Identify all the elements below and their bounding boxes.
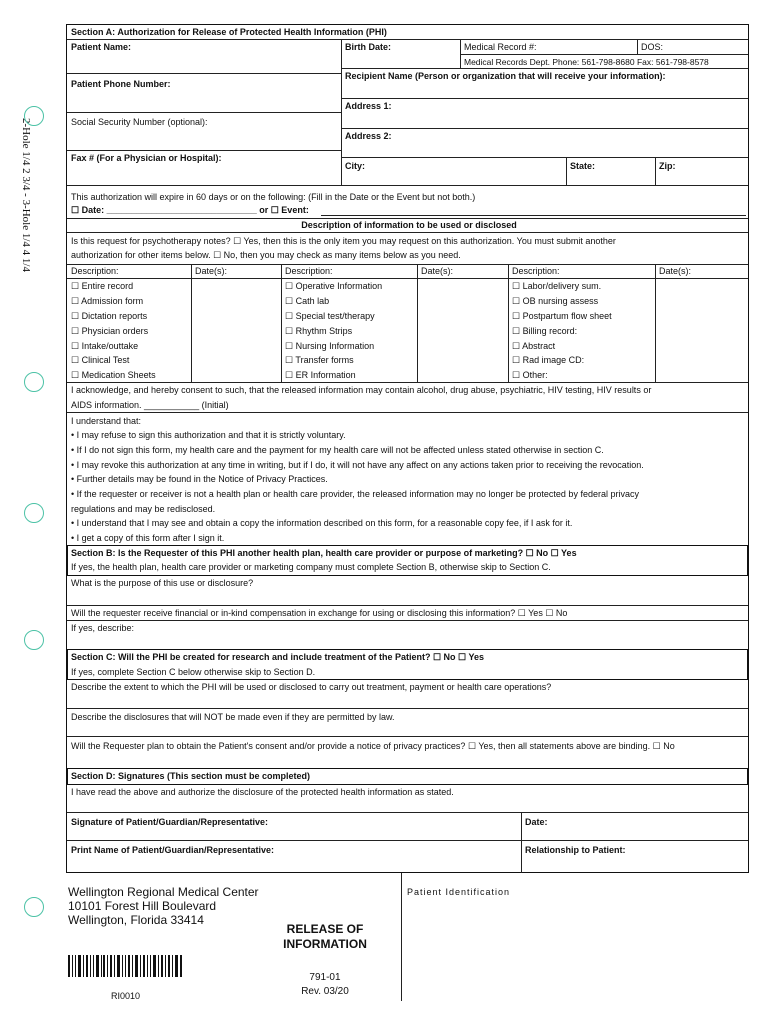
patient-identification-label: Patient Identification [407,887,511,897]
section-b-if-yes: If yes, the health plan, health care provider or marketing company must complete Section B, otherwise skip to Section C. [71,562,551,572]
description-heading: Description of information to be used or disclosed [301,220,517,230]
form-number: 791-01 [309,972,341,983]
signature-date-label: Date: [525,817,548,827]
punch-hole-marker [24,106,44,126]
form-revision: Rev. 03/20 [301,986,349,997]
checkbox-physician-orders[interactable]: ☐ Physician orders [71,326,149,336]
barcode [68,955,183,977]
checkbox-intake-outtake[interactable]: ☐ Intake/outtake [71,341,139,351]
col-header-dates-3: Date(s): [659,266,692,276]
recipient-name-label: Recipient Name (Person or organization that will receive your information): [345,71,666,81]
section-c-if-yes: If yes, complete Section C below otherwise skip to Section D. [71,667,316,677]
read-authorize-text: I have read the above and authorize the disclosure of the protected health information as stated. [71,787,454,797]
medical-records-dept: Medical Records Dept. Phone: 561-798-8680 Fax: 561-798-8578 [464,57,709,67]
understand-bullet: • I may revoke this authorization at any time in writing, but if I do, it will not have any affect on any actions taken prior to receiving the revocation. [71,460,644,470]
understand-bullet: • If I do not sign this form, my health care and the payment for my health care will not be affected unless stated otherwise in section C. [71,445,604,455]
section-d-heading: Section D: Signatures (This section must be completed) [71,771,311,781]
checkbox-labor-delivery[interactable]: ☐ Labor/delivery sum. [512,281,602,291]
checkbox-transfer-forms[interactable]: ☐ Transfer forms [285,355,354,365]
print-name-label: Print Name of Patient/Guardian/Representative: [71,845,275,855]
punch-hole-marker [24,897,44,917]
understand-bullet: • I may refuse to sign this authorization and that it is strictly voluntary. [71,430,346,440]
date-event-field: ☐ Date: ______________________________ or ☐ Event: [71,205,309,215]
checkbox-medication-sheets[interactable]: ☐ Medication Sheets [71,370,156,380]
acknowledge-line2: AIDS information. ___________ (Initial) [71,400,229,410]
address-1-label: Address 1: [345,101,392,111]
barcode-code: RI0010 [110,991,141,1001]
describe-label: If yes, describe: [71,623,135,633]
checkbox-clinical-test[interactable]: ☐ Clinical Test [71,355,130,365]
col-header-description-3: Description: [512,266,560,276]
state-label: State: [570,161,596,171]
organization-address-1: 10101 Forest Hill Boulevard [68,899,217,913]
checkbox-admission-form[interactable]: ☐ Admission form [71,296,144,306]
understand-bullet: • Further details may be found in the Notice of Privacy Practices. [71,474,328,484]
checkbox-special-test[interactable]: ☐ Special test/therapy [285,311,375,321]
checkbox-dictation-reports[interactable]: ☐ Dictation reports [71,311,148,321]
extent-question: Describe the extent to which the PHI will be used or disclosed to carry out treatment, payment or health care operations? [71,682,552,692]
hole-punch-guide-text: 2-Hole 1/4 2 3/4 - 3-Hole 1/4 4 1/4 [20,118,32,272]
relationship-label: Relationship to Patient: [525,845,626,855]
col-header-dates-2: Date(s): [421,266,454,276]
psychotherapy-question-line2: authorization for other items below. ☐ No, then you may check as many items below as you need. [71,250,461,260]
understand-heading: I understand that: [71,416,142,426]
checkbox-abstract[interactable]: ☐ Abstract [512,341,556,351]
fax-label: Fax # (For a Physician or Hospital): [71,153,222,163]
punch-hole-marker [24,503,44,523]
compensation-question: Will the requester receive financial or in-kind compensation in exchange for using or disclosing this information? ☐ Yes ☐ No [71,608,568,618]
understand-bullet: • If the requester or receiver is not a health plan or health care provider, the released information may no longer be protected by federal privacy [71,489,639,499]
checkbox-nursing-information[interactable]: ☐ Nursing Information [285,341,375,351]
form-title-line2: INFORMATION [283,937,367,951]
expiration-text: This authorization will expire in 60 days or on the following: (Fill in the Date or the Event but not both.) [71,192,476,202]
acknowledge-line1: I acknowledge, and hereby consent to such, that the released information may contain alcohol, drug abuse, psychiatric, HIV testing, HIV results or [71,385,652,395]
disclosures-question: Describe the disclosures that will NOT be made even if they are permitted by law. [71,712,395,722]
section-b-heading: Section B: Is the Requester of this PHI another health plan, health care provider or purpose of marketing? ☐ No ☐ Yes [71,548,577,558]
checkbox-rhythm-strips[interactable]: ☐ Rhythm Strips [285,326,353,336]
birth-date-label: Birth Date: [345,42,392,52]
section-c-heading: Section C: Will the PHI be created for research and include treatment of the Patient? ☐ No ☐ Yes [71,652,484,662]
dos-label: DOS: [641,42,664,52]
zip-label: Zip: [659,161,676,171]
ssn-label: Social Security Number (optional): [71,117,208,127]
section-a-heading: Section A: Authorization for Release of Protected Health Information (PHI) [71,27,387,37]
checkbox-ob-nursing[interactable]: ☐ OB nursing assess [512,296,599,306]
medical-record-label: Medical Record #: [464,42,537,52]
organization-name: Wellington Regional Medical Center [68,885,259,899]
checkbox-rad-image[interactable]: ☐ Rad image CD: [512,355,585,365]
patient-name-label: Patient Name: [71,42,132,52]
organization-address-2: Wellington, Florida 33414 [68,913,204,927]
punch-hole-marker [24,630,44,650]
checkbox-cath-lab[interactable]: ☐ Cath lab [285,296,330,306]
col-header-description-1: Description: [71,266,119,276]
col-header-description-2: Description: [285,266,333,276]
understand-bullet: • I get a copy of this form after I sign it. [71,533,225,543]
psychotherapy-question-line1: Is this request for psychotherapy notes? ☐ Yes, then this is the only item you may request on this authorization. You must submit another [71,236,616,246]
city-label: City: [345,161,365,171]
understand-bullet: • I understand that I may see and obtain a copy the information described on this form, for a reasonable copy fee, if I ask for it. [71,518,573,528]
punch-hole-marker [24,372,44,392]
checkbox-operative-information[interactable]: ☐ Operative Information [285,281,383,291]
address-2-label: Address 2: [345,131,392,141]
understand-bullet: regulations and may be redisclosed. [71,504,216,514]
checkbox-other[interactable]: ☐ Other: [512,370,548,380]
checkbox-er-information[interactable]: ☐ ER Information [285,370,356,380]
checkbox-entire-record[interactable]: ☐ Entire record [71,281,134,291]
consent-question: Will the Requester plan to obtain the Patient's consent and/or provide a notice of privacy practices? ☐ Yes, then all statements above are binding. ☐ No [71,741,675,751]
col-header-dates-1: Date(s): [195,266,228,276]
hole-punch-guide [18,118,32,308]
checkbox-billing-record[interactable]: ☐ Billing record: [512,326,578,336]
checkbox-postpartum[interactable]: ☐ Postpartum flow sheet [512,311,612,321]
signature-label: Signature of Patient/Guardian/Representative: [71,817,269,827]
form-title-line1: RELEASE OF [286,922,364,936]
purpose-question: What is the purpose of this use or disclosure? [71,578,254,588]
patient-phone-label: Patient Phone Number: [71,79,171,89]
